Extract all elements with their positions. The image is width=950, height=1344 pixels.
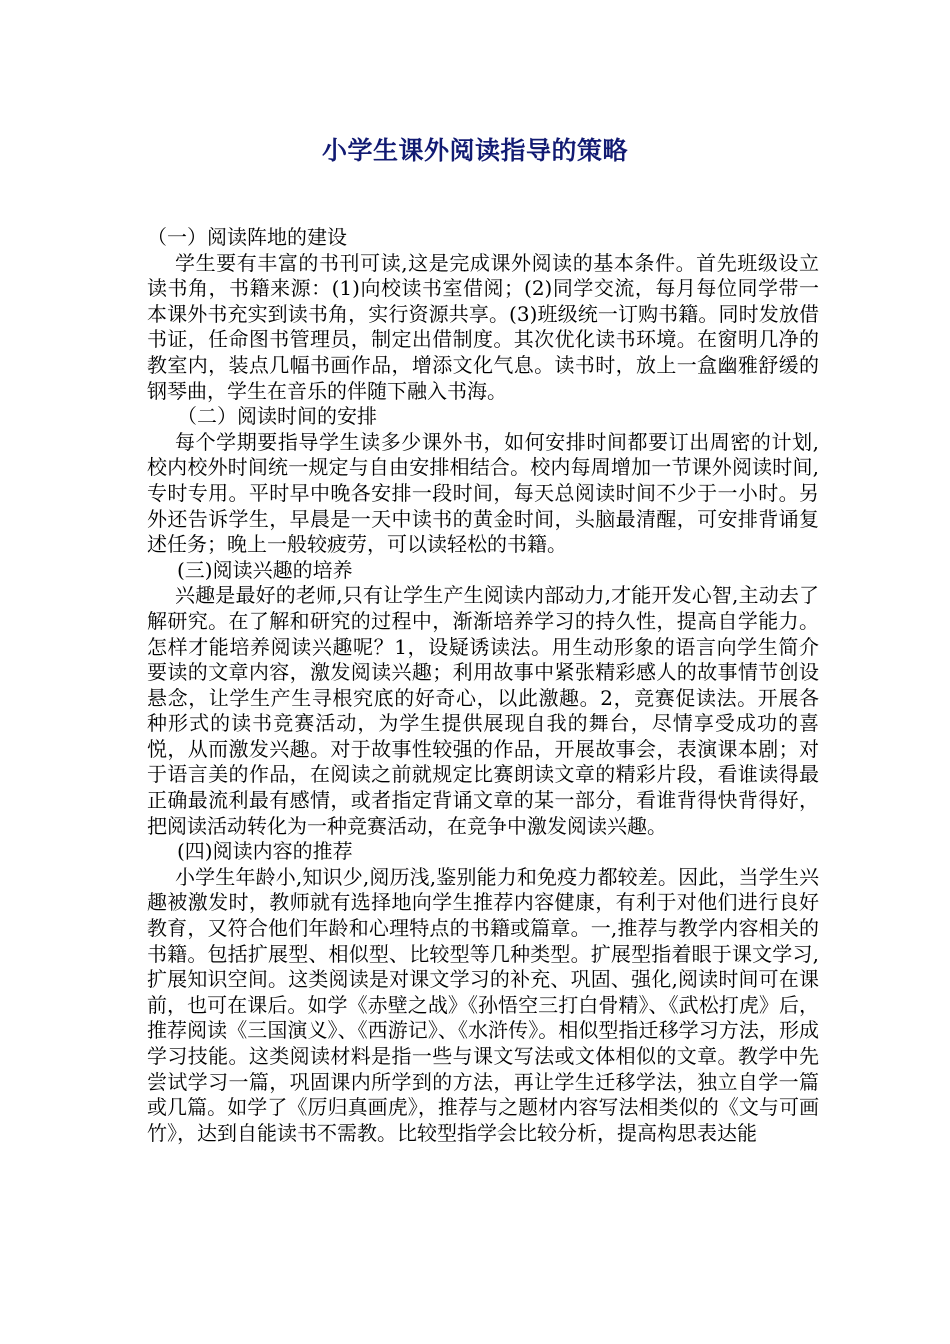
document-body	[147, 225, 819, 1146]
section-paragraph-4: 小学生年龄小,知识少,阅历浅,鉴别能力和免疫力都较差。因此，当学生兴趣被激发时，教师就有选择地向学生推荐内容健康，有利于对他们进行良好教育，又符合他们年龄和心理特点的书籍或篇章。一,推荐与教学内容相关的书籍。包括扩展型、相似型、比较型等几种类型。扩展型指着眼于课文学习,扩展知识空间。这类阅读是对课文学习的补充、巩固、强化,阅读时间可在课前，也可在课后。如学《赤壁之战》《孙悟空三打白骨精》、《武松打虎》后，推荐阅读《三国演义》、《西游记》、《水浒传》。相似型指迁移学习方法，形成学习技能。这类阅读材料是指一些与课文写法或文体相似的文章。教学中先尝试学习一篇，巩固课内所学到的方法，再让学生迁移学法，独立自学一篇或几篇。如学了《厉归真画虎》，推荐与之题材内容写法相类似的《文与可画竹》，达到自能读书不需教。比较型指学会比较分析，提高构思表达能	[147, 864, 819, 1145]
section-heading-4: (四)阅读内容的推荐	[177, 839, 353, 864]
section-paragraph-2: 每个学期要指导学生读多少课外书，如何安排时间都要订出周密的计划,校内校外时间统一规定与自由安排相结合。校内每周增加一节课外阅读时间,专时专用。平时早中晚各安排一段时间，每天总阅读时间不少于一小时。另外还告诉学生，早晨是一天中读书的黄金时间，头脑最清醒，可安排背诵复述任务；晚上一般较疲劳，可以读轻松的书籍。	[147, 429, 819, 557]
section-heading-2: （二）阅读时间的安排	[177, 404, 377, 429]
section-heading-1: （一）阅读阵地的建设	[147, 225, 347, 249]
document-title: 小学生课外阅读指导的策略	[321, 136, 628, 165]
section-heading-3: (三)阅读兴趣的培养	[177, 557, 353, 582]
section-paragraph-1: 学生要有丰富的书刊可读,这是完成课外阅读的基本条件。首先班级设立读书角，书籍来源：(1)向校读书室借阅；(2)同学交流，每月每位同学带一本课外书充实到读书角，实行资源共享。(3)班级统一订购书籍。同时发放借书证，任命图书管理员，制定出借制度。其次优化读书环境。在窗明几净的教室内，装点几幅书画作品，增添文化气息。读书时，放上一盒幽雅舒缓的钢琴曲，学生在音乐的伴随下融入书海。	[147, 250, 819, 403]
section-paragraph-3: 兴趣是最好的老师,只有让学生产生阅读内部动力,才能开发心智,主动去了解研究。在了解和研究的过程中，渐渐培养学习的持久性，提高自学能力。怎样才能培养阅读兴趣呢？1，设疑诱读法。用生动形象的语言向学生简介要读的文章内容，激发阅读兴趣；利用故事中紧张精彩感人的故事情节创设悬念，让学生产生寻根究底的好奇心，以此激趣。2，竞赛促读法。开展各种形式的读书竞赛活动，为学生提供展现自我的舞台，尽情享受成功的喜悦，从而激发兴趣。对于故事性较强的作品，开展故事会，表演课本剧；对于语言美的作品，在阅读之前就规定比赛朗读文章的精彩片段，看谁读得最正确最流利最有感情，或者指定背诵文章的某一部分，看谁背得快背得好，把阅读活动转化为一种竞赛活动，在竞争中激发阅读兴趣。	[147, 583, 819, 838]
